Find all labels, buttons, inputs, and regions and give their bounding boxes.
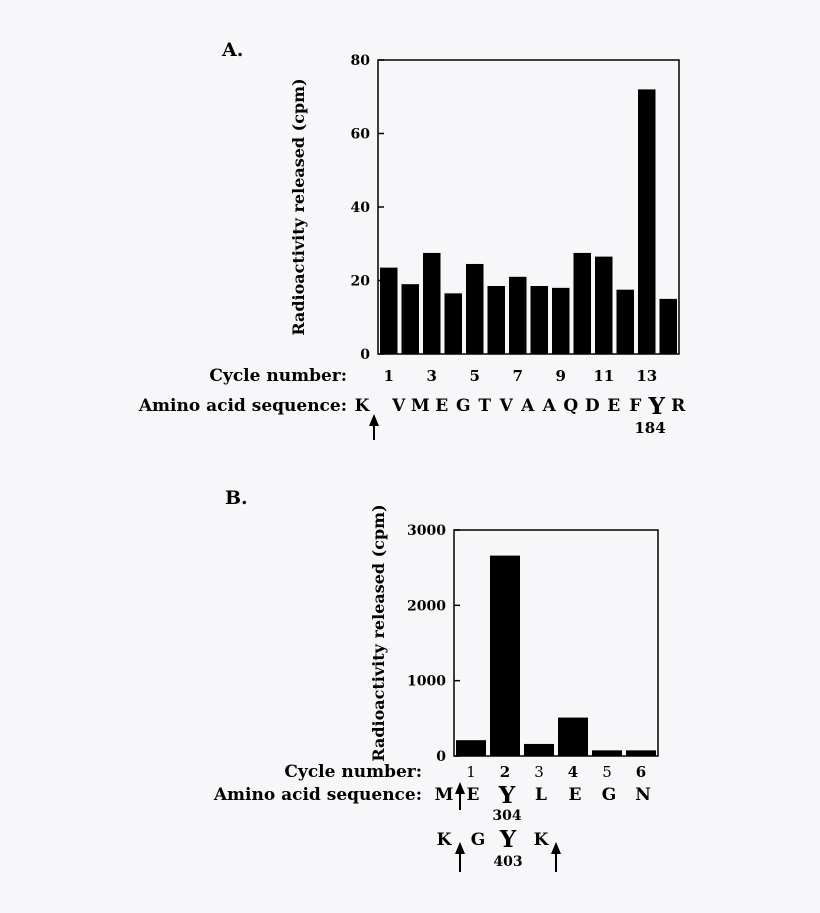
panel-a-ytick-label: 20 [350,273,370,290]
panel-b-residue: E [568,785,582,805]
panel-b-residue-2: K [533,830,549,850]
panel-a-cycle-label: 1 [383,367,394,385]
panel-a-bar [402,284,420,354]
panel-a-bar [574,253,592,354]
panel-b-residue: G [601,785,617,805]
panel-b-residue-2: G [470,830,486,850]
panel-b-ytick-label: 1000 [407,673,446,690]
panel-a-residue: R [671,396,686,416]
panel-b-ytick-label: 3000 [407,523,446,539]
panel-a-ytick-label: 0 [360,347,370,363]
panel-b-residue-2: K [436,830,452,850]
panel-b-residue: L [535,785,547,805]
panel-b-cleavage-arrow-2-head [455,842,465,854]
panel-a-bar [552,288,570,354]
panel-b-residue: N [635,785,651,805]
panel-a-bar [466,264,484,354]
panel-b-seq-label: Amino acid sequence: [213,785,422,805]
panel-b-ytick-label: 0 [436,749,446,765]
panel-a-cycle-label: 13 [636,367,658,385]
panel-a-residue: D [584,396,600,416]
panel-b-bar [524,744,554,756]
panel-a-cycle-label: 7 [512,367,523,385]
panel-a-residue: V [499,396,513,416]
panel-b-cleavage-arrow-3-head [551,842,561,854]
panel-a-residue: E [607,396,621,416]
panel-a-bar [617,290,635,354]
panel-b-cycle-label: 6 [635,763,647,781]
panel-a-xlabel: Cycle number: [209,366,347,386]
panel-a-bar [660,299,678,354]
panel-a-bar [423,253,441,354]
panel-b-site-label: 304 [492,808,522,824]
panel-a-residue: T [478,396,492,416]
panel-b-cycle-label: 4 [567,763,579,781]
panel-b-ytick-label: 2000 [407,598,446,615]
panel-b-cycle-label: 1 [466,763,476,781]
panel-a-ylabel: Radioactivity released (cpm) [289,78,308,336]
panel-a-bar [638,89,656,354]
panel-b-bar [592,750,622,756]
panel-b-label: B. [225,487,248,509]
panel-a-residue: E [435,396,449,416]
panel-a-bar [509,277,527,354]
panel-a-seq-label: Amino acid sequence: [138,396,347,416]
panel-a-ytick-label: 40 [350,200,370,216]
panel-a-residue: Y [648,393,665,420]
panel-a-residue: F [629,396,642,416]
panel-a-cycle-label: 5 [469,367,480,385]
panel-a-label: A. [222,39,244,61]
panel-a-residue: V [392,396,406,416]
panel-a-residue: Q [563,396,579,416]
panel-b-bar [558,718,588,756]
panel-a-cycle-label: 9 [555,367,566,385]
panel-a-ytick-label: 60 [350,126,370,143]
panel-b-xlabel: Cycle number: [284,762,422,782]
panel-b-residue-2: Y [499,826,517,853]
panel-a-residue: K [354,396,370,416]
panel-b-residue: E [466,785,480,805]
panel-b-ylabel: Radioactivity released (cpm) [369,504,388,762]
panel-a-cycle-label: 3 [426,367,437,385]
panel-a-bar [595,257,613,354]
panel-a-residue: G [455,396,471,416]
panel-a-residue: M [410,396,430,416]
panel-a-cycle-label: 11 [593,367,615,385]
panel-a-residue: A [542,396,556,416]
panel-b-cleavage-arrow-head [455,782,465,794]
panel-a-bar [488,286,506,354]
panel-a-bar [531,286,549,354]
panel-b-site-label-2: 403 [493,854,523,870]
panel-b-frame [454,530,658,756]
panel-a-bar [445,293,463,354]
panel-a-site-label: 184 [634,419,666,437]
panel-a-cleavage-arrow-head [369,414,379,426]
panel-b-cycle-label: 2 [499,763,511,781]
panel-b-cycle-label: 3 [534,763,544,781]
panel-a-residue: A [521,396,535,416]
panel-b-residue: Y [498,782,516,809]
panel-b-bar [626,750,656,756]
panel-b-bar [490,556,520,756]
panel-a-ytick-label: 80 [350,53,370,69]
panel-a-bar [380,268,398,354]
panel-b-bar [456,740,486,756]
panel-b-residue: M [434,785,454,805]
panel-b-cycle-label: 5 [602,763,612,781]
